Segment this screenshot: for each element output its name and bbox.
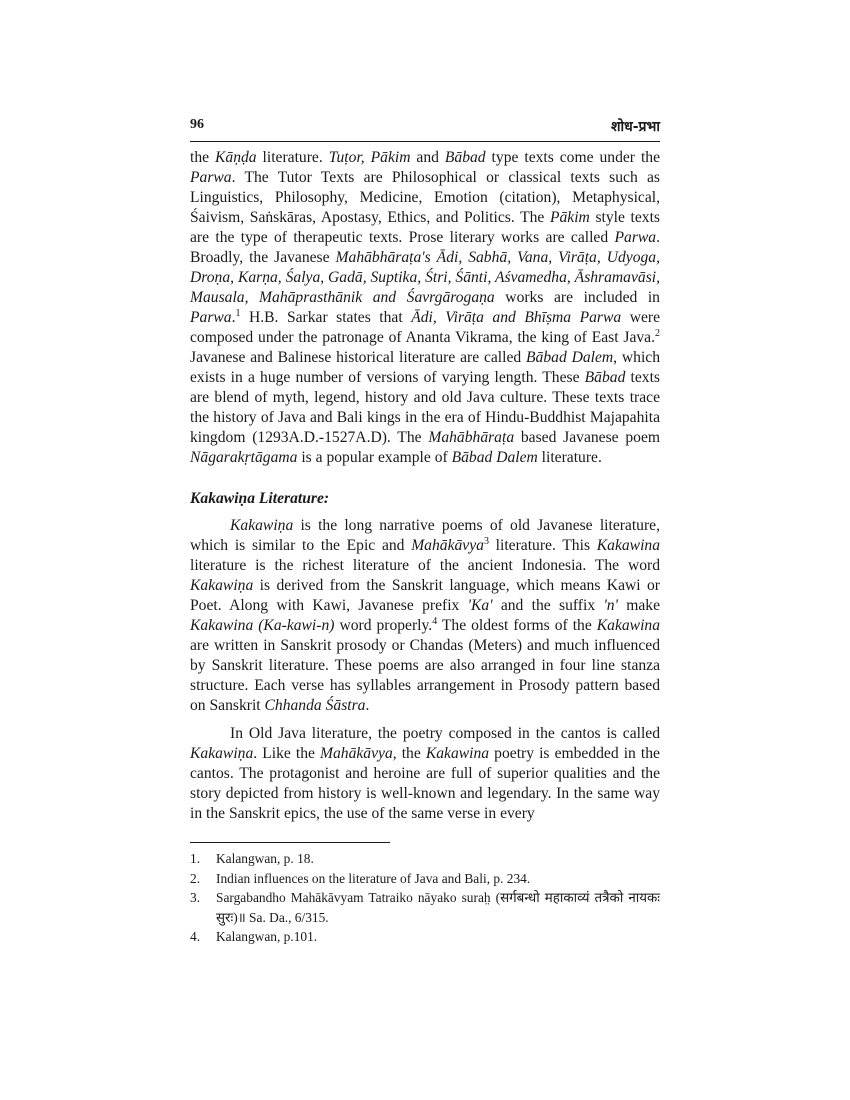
footnote-text: Indian influences on the literature of Java and Bali, p. 234. — [216, 870, 531, 886]
footnote-number: 3. — [190, 890, 201, 905]
main-text — [190, 148, 660, 824]
italic-term: Tuṭor, Pākim — [328, 149, 411, 166]
text-run: were composed under the patronage of Ananta Vikrama, the king of East Java. — [190, 309, 660, 346]
italic-term: Bābad Dalem — [451, 449, 538, 466]
text-run: make — [617, 597, 660, 614]
footnote — [190, 869, 660, 889]
text-run: . Broadly, the Javanese — [190, 229, 660, 266]
text-run: works are included in — [494, 289, 660, 306]
page-header — [190, 117, 660, 135]
italic-term: Parwa — [614, 229, 657, 246]
page-number: 96 — [190, 117, 204, 132]
footnote-ref: 3 — [483, 535, 489, 547]
footnote-rule — [190, 842, 390, 843]
text-run: and — [410, 149, 445, 166]
footnote-number: 4. — [190, 929, 201, 944]
text-run: The oldest forms of the — [437, 617, 597, 634]
italic-term: Bābad — [444, 149, 486, 166]
text-run: . The Tutor Texts are Philosophical or classical texts such as Linguistics, Philosophy, Medicine, Emotion (citation), Metaphysical, Śaivism, Saṅskāras, Apostasy, Ethics, and Politics. The — [190, 169, 660, 226]
footnote — [190, 849, 660, 869]
text-run: literature. This — [488, 537, 597, 554]
footnote — [190, 888, 660, 927]
text-run: In Old Java literature, the poetry composed in the cantos is called — [230, 725, 660, 742]
footnote-number: 1. — [190, 851, 201, 866]
header-rule — [190, 141, 660, 142]
italic-term: Nāgarakṛtāgama — [190, 449, 298, 466]
italic-term: Mahābhāraṭa — [428, 429, 515, 446]
italic-term: Kāṇḍa — [215, 149, 257, 166]
section-heading: Kakawiṇa Literature: — [190, 490, 330, 507]
running-head: शोध-प्रभा — [610, 119, 660, 135]
text-run: type texts come under the — [485, 149, 660, 166]
italic-term: Kakawiṇa — [190, 745, 254, 762]
footnote-text: Kalangwan, p. 18. — [216, 851, 314, 866]
text-run: literature is the richest literature of the ancient Indonesia. The word — [190, 557, 660, 574]
text-run: is the long narrative poems of old Javanese literature, which is similar to the Epic and — [190, 517, 660, 554]
text-run: texts are blend of myth, legend, history and old Java culture. These texts trace the history of Java and Bali kings in the era of Hindu-Buddhist Majapahita kingdom (1293A.D.-1527A.D). The — [190, 369, 660, 446]
text-run: Javanese and Balinese historical literature are called — [190, 349, 527, 366]
text-run: literature. — [537, 449, 602, 466]
footnote-ref: 1 — [235, 307, 241, 319]
text-run: . Like the — [253, 745, 320, 762]
italic-term: 'n' — [603, 597, 618, 614]
italic-term: Bābad Dalem — [526, 349, 614, 366]
italic-term: Kakawina — [425, 745, 490, 762]
italic-term: Bābad — [584, 369, 626, 386]
text-run: the — [190, 149, 216, 166]
italic-term: Chhanda Śāstra — [264, 697, 366, 714]
italic-term: 'Ka' — [467, 597, 493, 614]
text-run: is a popular example of — [297, 449, 452, 466]
paragraph — [190, 724, 660, 824]
italic-term: Pākim — [549, 209, 590, 226]
footnote-text: Kalangwan, p.101. — [216, 929, 318, 944]
text-run: H.B. Sarkar states that — [240, 309, 412, 326]
paragraph — [190, 148, 660, 468]
text-run: and the suffix — [492, 597, 604, 614]
italic-term: Kakawiṇa — [190, 577, 254, 594]
text-run: word properly. — [334, 617, 433, 634]
text-run: style texts are the type of therapeutic texts. Prose literary works are called — [190, 209, 661, 246]
italic-term: Mahābhāraṭa's Ādi, Sabhā, Vana, Virāṭa, Udyoga, Droṇa, Karṇa, Śalya, Gadā, Suptika, Śtri, Śānti, Aśvamedha, Āshramavāsi, Mausala, Mahāprasthānik and Śavrgārogaṇa — [190, 249, 660, 306]
footnote-ref: 2 — [655, 327, 660, 339]
text-run: , which exists in a huge number of versions of varying length. These — [190, 349, 660, 386]
text-run: . — [231, 309, 236, 326]
italic-term: Parwa — [190, 169, 232, 186]
text-run: . — [365, 697, 370, 714]
paragraph — [190, 516, 660, 716]
italic-term: Ādi, Virāṭa and Bhīṣma Parwa — [411, 309, 622, 326]
italic-term: Kakawina — [596, 537, 660, 554]
italic-term: Mahākāvya — [411, 537, 484, 554]
italic-term: Mahākāvya — [320, 745, 393, 762]
footnote-number: 2. — [190, 870, 201, 886]
italic-term: Kakawina — [596, 617, 660, 634]
text-run: , the — [392, 745, 426, 762]
italic-term: Parwa — [190, 309, 232, 326]
italic-term: Kakawina (Ka-kawi-n) — [190, 617, 335, 634]
text-run: based Javanese poem — [514, 429, 661, 446]
footnote — [190, 927, 660, 947]
footnotes — [190, 849, 660, 947]
text-run: literature. — [256, 149, 329, 166]
footnote-text: Sargabandho Mahākāvyam Tatraiko nāyako surah̤ (सर्गबन्धो महाकाव्यं तत्रैको नायकः सुरः)॥ Sa. Da., 6/315. — [216, 890, 660, 925]
text-run: is derived from the Sanskrit language, which means Kawi or Poet. Along with Kawi, Javanese prefix — [190, 577, 660, 614]
footnote-ref: 4 — [432, 615, 438, 627]
text-run: are written in Sanskrit prosody or Chandas (Meters) and much influenced by Sanskrit literature. These poems are also arranged in four line stanza structure. Each verse has syllables arrangement in Prosody pattern based on Sanskrit — [190, 637, 660, 714]
text-run: poetry is embedded in the cantos. The protagonist and heroine are full of superior qualities and the story depicted from history is well-known and legendary. In the same way in the Sanskrit epics, the use of the same verse in every — [190, 745, 660, 822]
italic-term: Kakawiṇa — [230, 517, 294, 534]
